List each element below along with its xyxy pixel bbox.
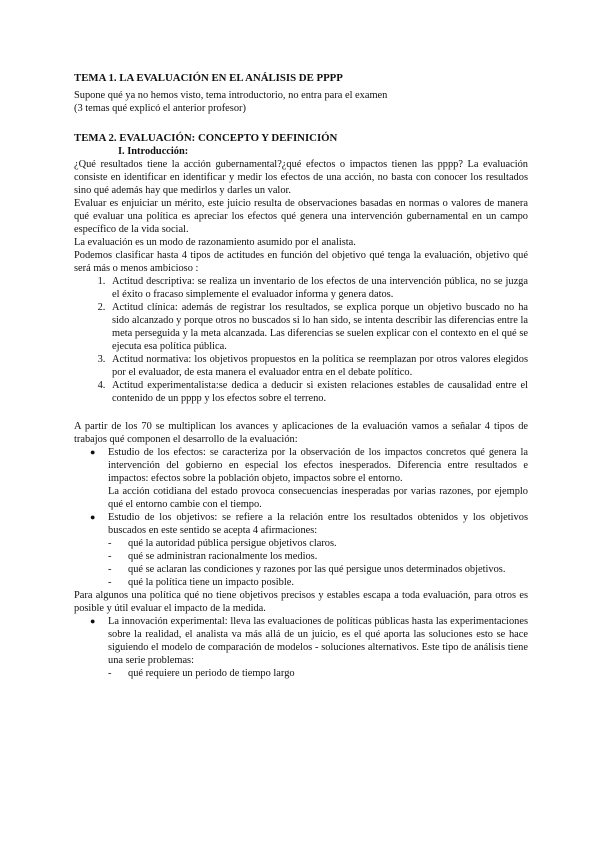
list-item <box>108 446 528 511</box>
paragraph-5: A partir de los 70 se multiplican los avances y aplicaciones de la evaluación vamos a señalar 4 tipos de trabajos qué componen el desarrollo de la evaluación: <box>74 421 528 445</box>
bullet-text: Estudio de los objetivos: se refiere a la relación entre los resultados obtenidos y los objetivos buscados en este sentido se acepta 4 afirmaciones: <box>108 512 528 536</box>
bullet-text: Estudio de los efectos: se caracteriza por la observación de los impactos concretos qué genera la intervención del gobierno en especial los efectos inesperados. Diferencia entre resultados e impactos: efectos sobre la población objeto, impactos sobre el entorno. <box>108 447 528 484</box>
tema1-line1: Supone qué ya no hemos visto, tema introductorio, no entra para el examen <box>74 90 388 101</box>
spacer <box>74 115 528 132</box>
list-item: 3. Actitud normativa: los objetivos propuestos en la política se reemplazan por otros valores elegidos por el evaluador, de esta manera el evaluador entra en el debate político. <box>108 353 528 379</box>
list-item: - qué requiere un periodo de tiempo largo <box>128 667 528 680</box>
problemas-list <box>74 667 528 680</box>
list-item <box>108 615 528 667</box>
bullet-continuation: La acción cotidiana del estado provoca consecuencias inesperadas por varias razones, por ejemplo qué el entorno cambie con el tiempo. <box>108 486 528 510</box>
trabajos-list <box>74 446 528 537</box>
paragraph-6: Para algunos una política qué no tiene objetivos precisos y estables escapa a toda evaluación, para otros es posible y útil evaluar el impacto de la medida. <box>74 590 528 614</box>
section-introduccion: I. Introducción: <box>118 146 189 157</box>
paragraph-3: La evaluación es un modo de razonamiento asumido por el analista. <box>74 237 356 248</box>
list-item: 1. Actitud descriptiva: se realiza un inventario de los efectos de una intervención pública, no se juzga el éxito o fracaso simplemente el evaluador informa y genera datos. <box>108 275 528 301</box>
document-page <box>74 72 528 680</box>
list-item: - qué la autoridad pública persigue objetivos claros. <box>128 537 528 550</box>
tema1-title: TEMA 1. LA EVALUACIÓN EN EL ANÁLISIS DE PPPP <box>74 72 343 84</box>
tema1-line2: (3 temas qué explicó el anterior profesor) <box>74 103 246 114</box>
tema2-title: TEMA 2. EVALUACIÓN: CONCEPTO Y DEFINICIÓN <box>74 132 338 144</box>
trabajos-list-cont <box>74 615 528 667</box>
spacer <box>74 405 528 420</box>
list-item: - qué se administran racionalmente los medios. <box>128 550 528 563</box>
bullet-text: La innovación experimental: lleva las evaluaciones de políticas públicas hasta las experimentaciones sobre la realidad, el analista va más allá de un juicio, es el qué aporta las soluciones esto se hace siguiendo el modelo de comparación de modelos - soluciones alternativos. Este tipo de análisis tiene una serie problemas: <box>108 616 528 666</box>
list-item <box>108 511 528 537</box>
paragraph-2: Evaluar es enjuiciar un mérito, este juicio resulta de observaciones basadas en normas o valores de manera qué evaluar una política es apreciar los efectos qué genera una intervención gubernamental en un campo específico de la vida social. <box>74 198 528 235</box>
list-item: - qué la política tiene un impacto posible. <box>128 576 528 589</box>
list-item: 2. Actitud clínica: además de registrar los resultados, se explica porque un objetivo buscado no ha sido alcanzado y porque otros no buscados si lo han sido, se intenta describir las diferencias entre la meta perseguida y la meta alcanzada. Las diferencias se suelen explicar con el contexto en el qué se ejecuta esa política pública. <box>108 301 528 353</box>
list-item: - qué se aclaran las condiciones y razones por las qué persigue unos determinados objetivos. <box>128 563 528 576</box>
afirmaciones-list <box>74 537 528 589</box>
actitudes-list <box>74 275 528 405</box>
paragraph-1: ¿Qué resultados tiene la acción gubernamental?¿qué efectos o impactos tienen las pppp? La evaluación consiste en identificar en identificar y medir los efectos de una acción, no basta con conocer los resultados sino qué además hay que medirlos y darles un valor. <box>74 159 528 196</box>
list-item: 4. Actitud experimentalista:se dedica a deducir si existen relaciones estables de causalidad entre el contenido de un pppp y los efectos sobre el terreno. <box>108 379 528 405</box>
paragraph-4: Podemos clasificar hasta 4 tipos de actitudes en función del objetivo qué tenga la evaluación, objetivo qué será más o menos ambicioso : <box>74 250 528 274</box>
